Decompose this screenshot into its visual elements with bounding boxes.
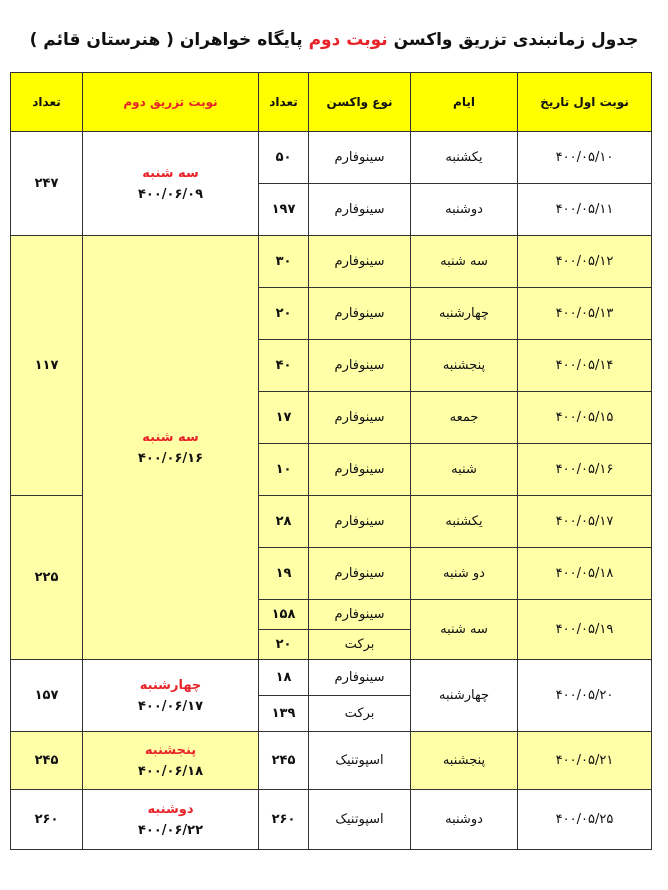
count-cell: ۳۰ xyxy=(259,236,309,288)
vaccine-cell: سینوفارم xyxy=(309,600,411,630)
vaccine-cell: سینوفارم xyxy=(309,660,411,696)
table-row xyxy=(11,132,652,184)
day-cell: دوشنبه xyxy=(411,184,518,236)
second-dose-cell xyxy=(83,236,259,660)
vaccine-cell: سینوفارم xyxy=(309,132,411,184)
total-cell: ۲۴۷ xyxy=(11,132,83,236)
day-cell: جمعه xyxy=(411,392,518,444)
day-cell: چهارشنبه xyxy=(411,288,518,340)
vaccine-cell: سینوفارم xyxy=(309,236,411,288)
page-title xyxy=(0,30,668,50)
count-cell: ۲۶۰ xyxy=(259,790,309,850)
day-cell: دو شنبه xyxy=(411,548,518,600)
total-cell: ۱۱۷ xyxy=(11,236,83,496)
count-cell: ۱۹۷ xyxy=(259,184,309,236)
first-dose-date: ۴۰۰/۰۵/۱۰ xyxy=(518,132,652,184)
second-dose-cell xyxy=(83,132,259,236)
second-dose-date: ۴۰۰/۰۶/۲۲ xyxy=(137,822,204,838)
day-cell: سه شنبه xyxy=(411,236,518,288)
count-cell: ۱۹ xyxy=(259,548,309,600)
table-row xyxy=(11,660,652,696)
second-dose-day: سه شنبه xyxy=(142,429,199,445)
first-dose-date: ۴۰۰/۰۵/۱۶ xyxy=(518,444,652,496)
vaccine-cell: سینوفارم xyxy=(309,340,411,392)
first-dose-date: ۴۰۰/۰۵/۲۱ xyxy=(518,732,652,790)
vaccine-cell: سینوفارم xyxy=(309,184,411,236)
day-cell: چهارشنبه xyxy=(411,660,518,732)
table-row xyxy=(11,236,652,288)
second-dose-date: ۴۰۰/۰۶/۱۶ xyxy=(137,450,204,466)
table-row xyxy=(11,790,652,850)
second-dose-day: پنجشنبه xyxy=(144,742,197,758)
title-highlight: نوبت دوم xyxy=(308,30,388,50)
second-dose-day: چهارشنبه xyxy=(139,677,202,693)
header-vaccine-type: نوع واکسن xyxy=(309,73,411,132)
vaccine-cell: سینوفارم xyxy=(309,444,411,496)
total-cell: ۲۲۵ xyxy=(11,496,83,660)
count-cell: ۲۰ xyxy=(259,630,309,660)
header-total: تعداد xyxy=(11,73,83,132)
first-dose-date: ۴۰۰/۰۵/۱۴ xyxy=(518,340,652,392)
vaccine-cell: سینوفارم xyxy=(309,288,411,340)
schedule-table xyxy=(10,72,652,850)
header-row xyxy=(11,73,652,132)
count-cell: ۲۸ xyxy=(259,496,309,548)
first-dose-date: ۴۰۰/۰۵/۱۸ xyxy=(518,548,652,600)
vaccine-cell: سینوفارم xyxy=(309,392,411,444)
header-day: ایام xyxy=(411,73,518,132)
first-dose-date: ۴۰۰/۰۵/۱۳ xyxy=(518,288,652,340)
day-cell: شنبه xyxy=(411,444,518,496)
second-dose-date: ۴۰۰/۰۶/۱۷ xyxy=(137,698,204,714)
first-dose-date: ۴۰۰/۰۵/۲۰ xyxy=(518,660,652,732)
title-before: جدول زمانبندی تزریق واکسن xyxy=(387,30,639,50)
first-dose-date: ۴۰۰/۰۵/۱۹ xyxy=(518,600,652,660)
count-cell: ۱۳۹ xyxy=(259,696,309,732)
table-row xyxy=(11,732,652,790)
day-cell: یکشنبه xyxy=(411,496,518,548)
count-cell: ۱۵۸ xyxy=(259,600,309,630)
day-cell: پنجشنبه xyxy=(411,732,518,790)
vaccine-cell: اسپوتنیک xyxy=(309,732,411,790)
second-dose-cell xyxy=(83,732,259,790)
second-dose-cell xyxy=(83,660,259,732)
day-cell: دوشنبه xyxy=(411,790,518,850)
count-cell: ۱۸ xyxy=(259,660,309,696)
vaccine-cell: اسپوتنیک xyxy=(309,790,411,850)
vaccine-cell: برکت xyxy=(309,630,411,660)
second-dose-date: ۴۰۰/۰۶/۱۸ xyxy=(137,763,204,779)
header-first-dose-date: نوبت اول تاریخ xyxy=(518,73,652,132)
total-cell: ۲۶۰ xyxy=(11,790,83,850)
count-cell: ۱۰ xyxy=(259,444,309,496)
title-after: پایگاه خواهران ( هنرستان قائم ) xyxy=(29,30,309,50)
first-dose-date: ۴۰۰/۰۵/۱۲ xyxy=(518,236,652,288)
total-cell: ۲۴۵ xyxy=(11,732,83,790)
vaccine-cell: سینوفارم xyxy=(309,496,411,548)
count-cell: ۲۴۵ xyxy=(259,732,309,790)
header-second-dose: نوبت تزریق دوم xyxy=(83,73,259,132)
vaccine-cell: برکت xyxy=(309,696,411,732)
header-count: تعداد xyxy=(259,73,309,132)
vaccine-cell: سینوفارم xyxy=(309,548,411,600)
second-dose-cell xyxy=(83,790,259,850)
first-dose-date: ۴۰۰/۰۵/۲۵ xyxy=(518,790,652,850)
day-cell: یکشنبه xyxy=(411,132,518,184)
first-dose-date: ۴۰۰/۰۵/۱۱ xyxy=(518,184,652,236)
second-dose-date: ۴۰۰/۰۶/۰۹ xyxy=(137,186,204,202)
first-dose-date: ۴۰۰/۰۵/۱۵ xyxy=(518,392,652,444)
day-cell: پنجشنبه xyxy=(411,340,518,392)
count-cell: ۵۰ xyxy=(259,132,309,184)
first-dose-date: ۴۰۰/۰۵/۱۷ xyxy=(518,496,652,548)
total-cell: ۱۵۷ xyxy=(11,660,83,732)
count-cell: ۱۷ xyxy=(259,392,309,444)
second-dose-day: دوشنبه xyxy=(147,801,194,817)
count-cell: ۴۰ xyxy=(259,340,309,392)
second-dose-day: سه شنبه xyxy=(142,165,199,181)
day-cell: سه شنبه xyxy=(411,600,518,660)
count-cell: ۲۰ xyxy=(259,288,309,340)
